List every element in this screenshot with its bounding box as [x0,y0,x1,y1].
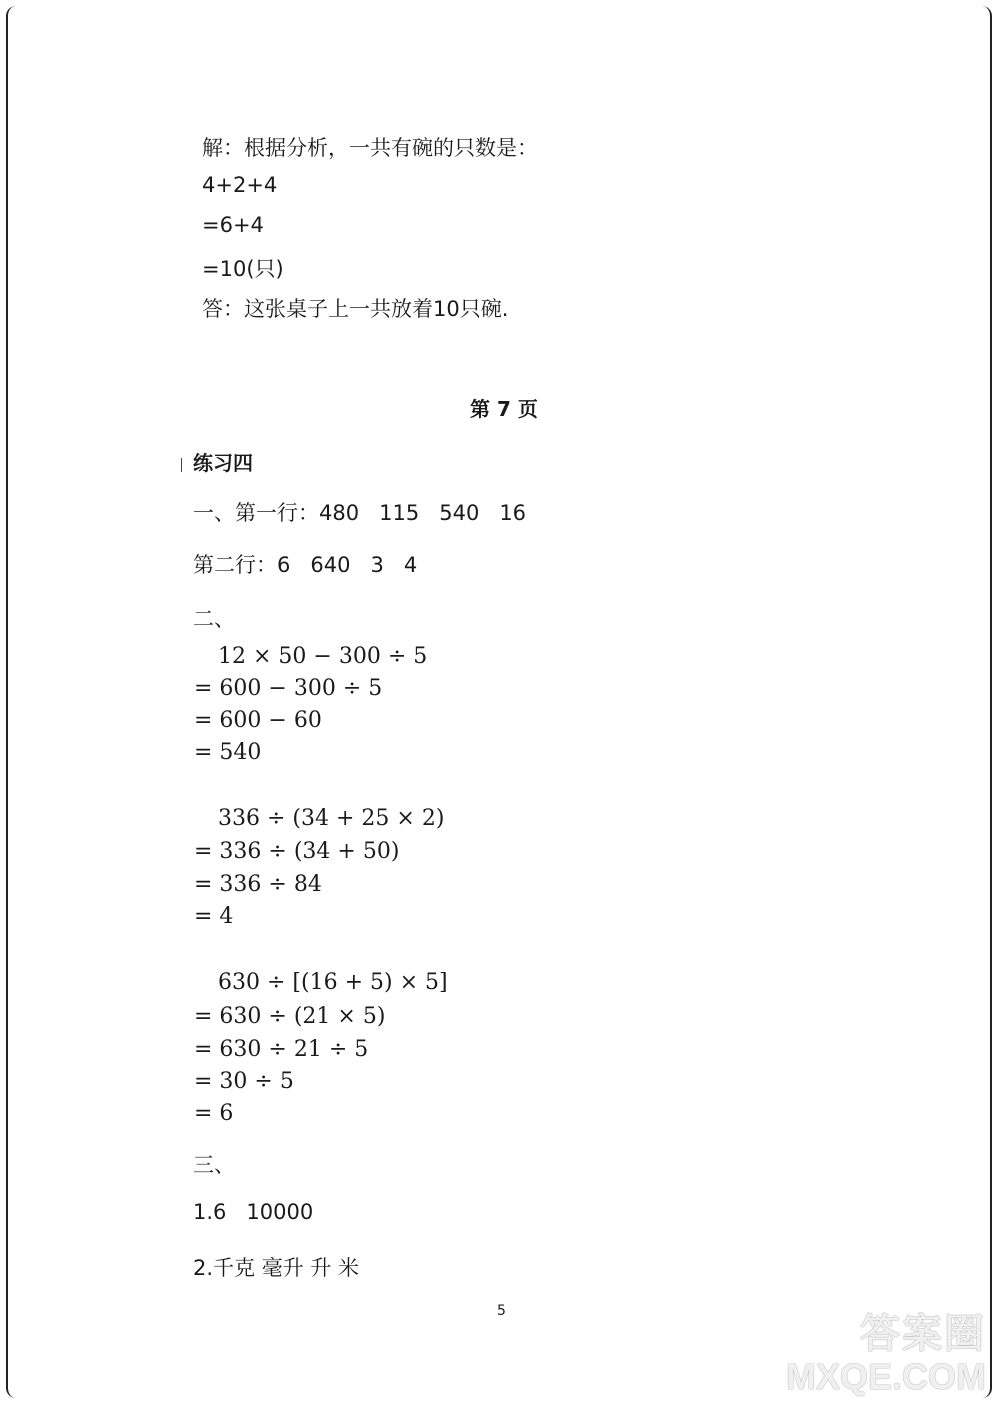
page-heading: 第 7 页 [470,397,538,421]
part3-item-1: 1.6 10000 [193,1200,314,1224]
calc3-line-1: 630 ÷ [(16 + 5) × 5] [218,970,448,995]
calc3-line-3: = 630 ÷ 21 ÷ 5 [194,1037,369,1062]
part3-item-2: 2.千克 毫升 升 米 [193,1256,360,1280]
solution-answer: 答：这张桌子上一共放着10只碗. [202,297,509,321]
calc2-line-3: = 336 ÷ 84 [194,872,322,897]
solution-step-3: =10(只) [202,257,284,281]
page-number: 5 [497,1303,506,1319]
calc1-line-1: 12 × 50 − 300 ÷ 5 [218,644,428,669]
calc3-line-2: = 630 ÷ (21 × 5) [194,1004,386,1029]
page-frame [6,6,992,1398]
part2-label: 二、 [193,607,235,631]
watermark-logo [785,1302,986,1398]
calc2-line-1: 336 ÷ (34 + 25 × 2) [218,806,445,831]
part1-row-1: 一、第一行：480 115 540 16 [193,501,527,525]
exercise-title: 练习四 [193,451,253,475]
calc2-line-2: = 336 ÷ (34 + 50) [194,839,400,864]
solution-intro: 解：根据分析，一共有碗的只数是： [202,136,538,160]
calc1-line-3: = 600 − 60 [194,708,322,733]
solution-step-2: =6+4 [202,213,264,237]
watermark-url: MXQE.COM [785,1356,986,1397]
part1-row-2: 第二行：6 640 3 4 [193,553,418,577]
calc3-line-4: = 30 ÷ 5 [194,1069,294,1094]
solution-step-1: 4+2+4 [202,173,278,197]
calc1-line-2: = 600 − 300 ÷ 5 [194,676,383,701]
part3-label: 三、 [193,1153,235,1177]
calc1-line-4: = 540 [194,740,262,765]
calc3-line-5: = 6 [194,1101,234,1126]
watermark-text: 答案圈 [860,1311,986,1357]
calc2-line-4: = 4 [194,904,234,929]
scan-mark [181,458,182,472]
